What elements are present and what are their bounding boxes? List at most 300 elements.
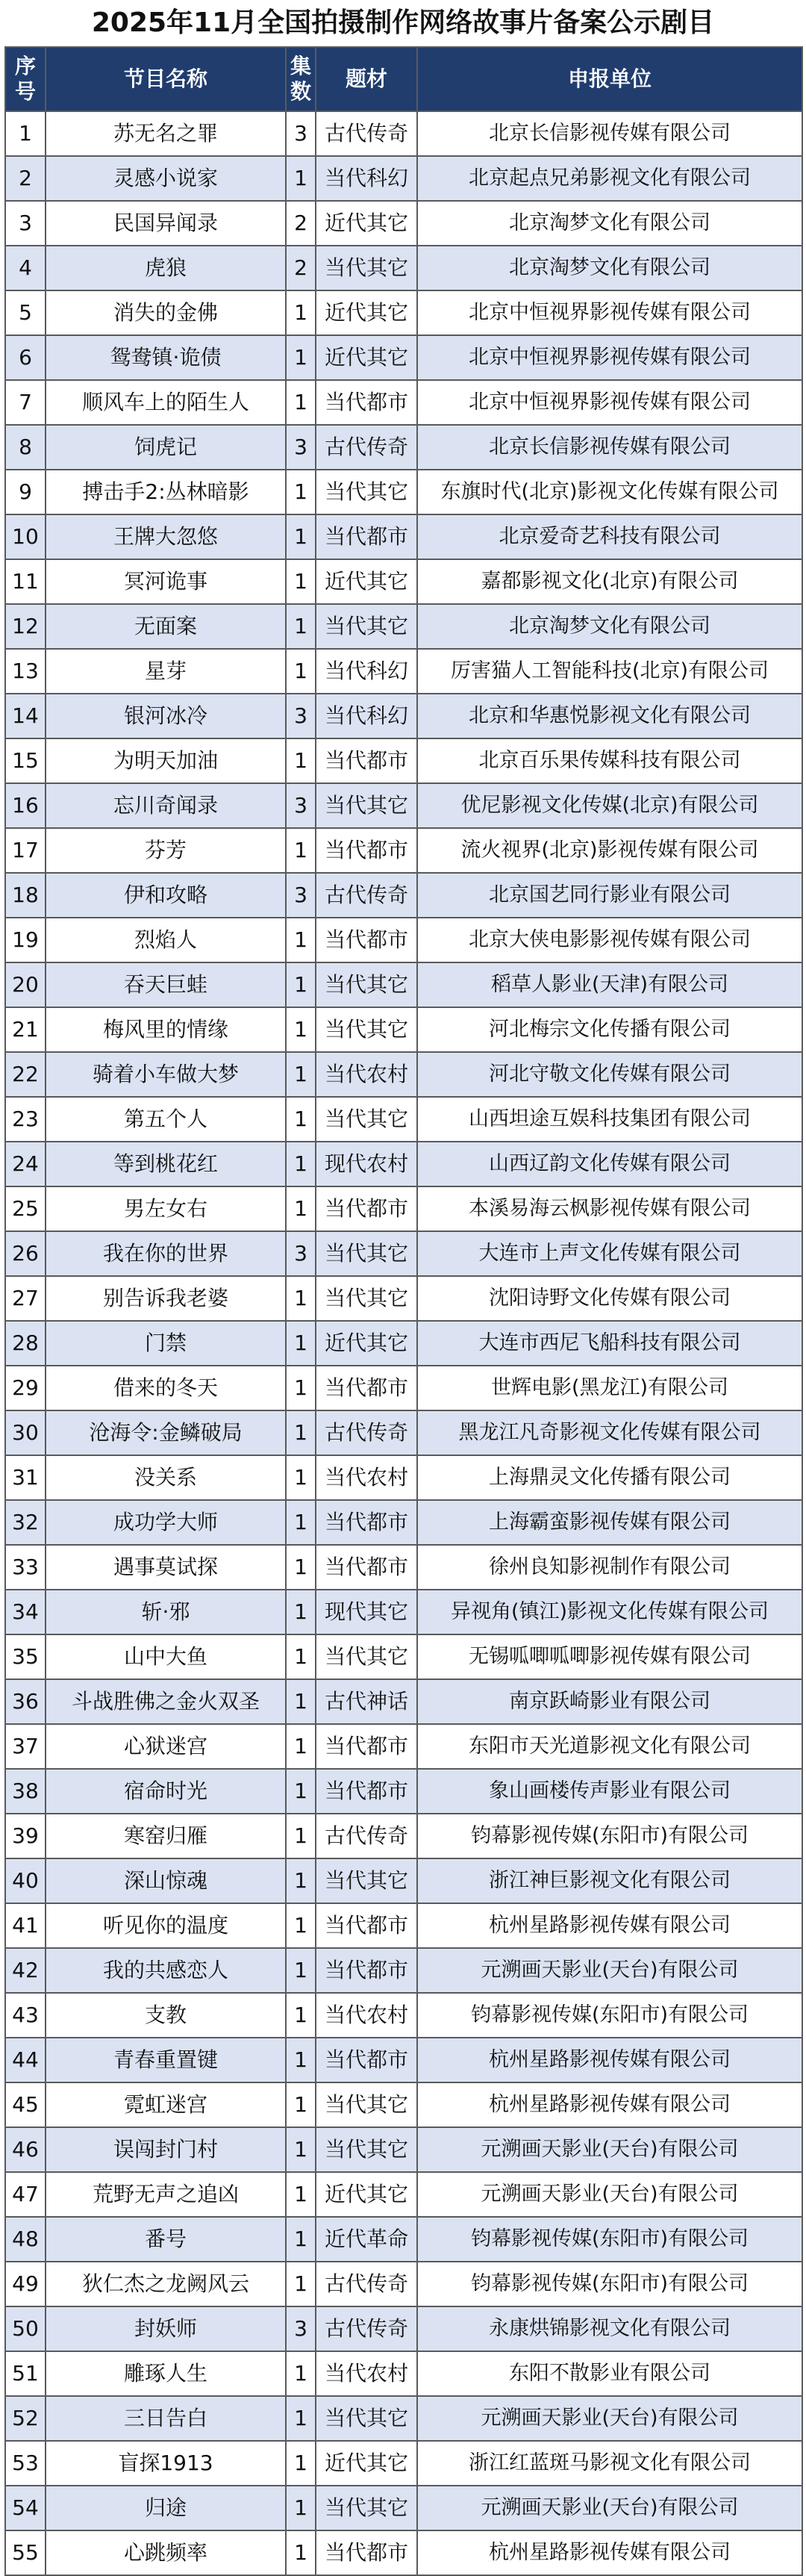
cell-unit: 北京大侠电影影视传媒有限公司 bbox=[417, 918, 802, 962]
cell-episodes: 1 bbox=[286, 2396, 316, 2441]
cell-unit: 山西坦途互娱科技集团有限公司 bbox=[417, 1097, 802, 1142]
cell-genre: 当代农村 bbox=[316, 1993, 417, 2038]
cell-genre: 古代神话 bbox=[316, 1679, 417, 1724]
cell-genre: 当代农村 bbox=[316, 1455, 417, 1500]
cell-unit: 北京长信影视传媒有限公司 bbox=[417, 111, 802, 156]
table-row bbox=[5, 783, 802, 828]
cell-genre: 近代革命 bbox=[316, 2217, 417, 2262]
cell-seq: 16 bbox=[5, 783, 46, 828]
cell-unit: 钧幕影视传媒(东阳市)有限公司 bbox=[417, 2217, 802, 2262]
cell-unit: 上海鼎灵文化传播有限公司 bbox=[417, 1455, 802, 1500]
cell-episodes: 3 bbox=[286, 873, 316, 918]
table-row bbox=[5, 156, 802, 201]
cell-seq: 53 bbox=[5, 2441, 46, 2486]
cell-title: 封妖师 bbox=[46, 2306, 286, 2351]
table-row bbox=[5, 604, 802, 649]
cell-genre: 古代传奇 bbox=[316, 2306, 417, 2351]
cell-genre: 古代传奇 bbox=[316, 111, 417, 156]
cell-episodes: 1 bbox=[286, 1948, 316, 1993]
cell-episodes: 1 bbox=[286, 1276, 316, 1321]
cell-seq: 50 bbox=[5, 2306, 46, 2351]
cell-genre: 当代科幻 bbox=[316, 694, 417, 738]
cell-seq: 5 bbox=[5, 290, 46, 335]
cell-episodes: 1 bbox=[286, 962, 316, 1007]
cell-title: 骑着小车做大梦 bbox=[46, 1052, 286, 1097]
cell-genre: 近代其它 bbox=[316, 2441, 417, 2486]
cell-title: 虎狼 bbox=[46, 246, 286, 290]
cell-genre: 近代其它 bbox=[316, 201, 417, 246]
cell-unit: 大连市上声文化传媒有限公司 bbox=[417, 1231, 802, 1276]
page-title: 2025年11月全国拍摄制作网络故事片备案公示剧目 bbox=[91, 7, 715, 38]
table-row bbox=[5, 425, 802, 470]
cell-genre: 当代科幻 bbox=[316, 156, 417, 201]
cell-unit: 异视角(镇江)影视文化传媒有限公司 bbox=[417, 1590, 802, 1634]
cell-title: 山中大鱼 bbox=[46, 1634, 286, 1679]
cell-seq: 38 bbox=[5, 1769, 46, 1814]
cell-title: 番号 bbox=[46, 2217, 286, 2262]
cell-title: 为明天加油 bbox=[46, 738, 286, 783]
cell-title: 盲探1913 bbox=[46, 2441, 286, 2486]
cell-genre: 当代都市 bbox=[316, 1903, 417, 1948]
cell-seq: 43 bbox=[5, 1993, 46, 2038]
cell-title: 民国异闻录 bbox=[46, 201, 286, 246]
table-row bbox=[5, 962, 802, 1007]
table-row bbox=[5, 1679, 802, 1724]
cell-title: 王牌大忽悠 bbox=[46, 514, 286, 559]
cell-episodes: 1 bbox=[286, 1858, 316, 1903]
cell-title: 斗战胜佛之金火双圣 bbox=[46, 1679, 286, 1724]
cell-seq: 19 bbox=[5, 918, 46, 962]
cell-genre: 当代其它 bbox=[316, 470, 417, 514]
cell-unit: 北京中恒视界影视传媒有限公司 bbox=[417, 335, 802, 380]
table-row bbox=[5, 2530, 802, 2575]
cell-genre: 近代其它 bbox=[316, 2172, 417, 2217]
cell-genre: 古代传奇 bbox=[316, 1410, 417, 1455]
table-row bbox=[5, 1769, 802, 1814]
cell-unit: 钧幕影视传媒(东阳市)有限公司 bbox=[417, 2262, 802, 2306]
cell-unit: 山西辽韵文化传媒有限公司 bbox=[417, 1142, 802, 1186]
cell-genre: 当代都市 bbox=[316, 1366, 417, 1410]
cell-genre: 当代其它 bbox=[316, 783, 417, 828]
cell-genre: 当代都市 bbox=[316, 2038, 417, 2082]
cell-seq: 8 bbox=[5, 425, 46, 470]
cell-episodes: 1 bbox=[286, 1321, 316, 1366]
cell-episodes: 3 bbox=[286, 2306, 316, 2351]
table-row bbox=[5, 2441, 802, 2486]
cell-title: 消失的金佛 bbox=[46, 290, 286, 335]
cell-genre: 当代都市 bbox=[316, 828, 417, 873]
cell-unit: 钧幕影视传媒(东阳市)有限公司 bbox=[417, 1814, 802, 1858]
cell-episodes: 1 bbox=[286, 559, 316, 604]
cell-unit: 厉害猫人工智能科技(北京)有限公司 bbox=[417, 649, 802, 694]
cell-unit: 元溯画天影业(天台)有限公司 bbox=[417, 1948, 802, 1993]
table-row bbox=[5, 2396, 802, 2441]
cell-episodes: 1 bbox=[286, 1052, 316, 1097]
cell-episodes: 1 bbox=[286, 335, 316, 380]
cell-title: 荒野无声之追凶 bbox=[46, 2172, 286, 2217]
table-row bbox=[5, 1142, 802, 1186]
cell-episodes: 1 bbox=[286, 918, 316, 962]
cell-genre: 当代农村 bbox=[316, 1052, 417, 1097]
cell-title: 吞天巨蛙 bbox=[46, 962, 286, 1007]
cell-unit: 元溯画天影业(天台)有限公司 bbox=[417, 2172, 802, 2217]
table-row bbox=[5, 918, 802, 962]
cell-episodes: 1 bbox=[286, 1769, 316, 1814]
cell-title: 遇事莫试探 bbox=[46, 1545, 286, 1590]
cell-genre: 古代传奇 bbox=[316, 1814, 417, 1858]
cell-genre: 当代其它 bbox=[316, 1231, 417, 1276]
table-row bbox=[5, 738, 802, 783]
cell-unit: 稻草人影业(天津)有限公司 bbox=[417, 962, 802, 1007]
table-row bbox=[5, 1500, 802, 1545]
cell-unit: 徐州良知影视制作有限公司 bbox=[417, 1545, 802, 1590]
cell-episodes: 1 bbox=[286, 1097, 316, 1142]
table-row bbox=[5, 873, 802, 918]
header-unit: 申报单位 bbox=[417, 47, 802, 111]
table-body bbox=[5, 111, 802, 2575]
cell-seq: 37 bbox=[5, 1724, 46, 1769]
cell-genre: 当代都市 bbox=[316, 1186, 417, 1231]
cell-unit: 永康烘锦影视文化有限公司 bbox=[417, 2306, 802, 2351]
cell-seq: 55 bbox=[5, 2530, 46, 2575]
cell-title: 冥河诡事 bbox=[46, 559, 286, 604]
cell-title: 归途 bbox=[46, 2486, 286, 2530]
cell-genre: 当代其它 bbox=[316, 1097, 417, 1142]
cell-unit: 北京起点兄弟影视文化有限公司 bbox=[417, 156, 802, 201]
cell-episodes: 1 bbox=[286, 2441, 316, 2486]
cell-seq: 30 bbox=[5, 1410, 46, 1455]
cell-unit: 东阳不散影业有限公司 bbox=[417, 2351, 802, 2396]
cell-title: 青春重置键 bbox=[46, 2038, 286, 2082]
cell-genre: 当代其它 bbox=[316, 2486, 417, 2530]
cell-seq: 52 bbox=[5, 2396, 46, 2441]
cell-genre: 当代其它 bbox=[316, 962, 417, 1007]
cell-unit: 河北梅宗文化传播有限公司 bbox=[417, 1007, 802, 1052]
cell-unit: 北京淘梦文化有限公司 bbox=[417, 246, 802, 290]
cell-genre: 当代都市 bbox=[316, 380, 417, 425]
cell-episodes: 1 bbox=[286, 2038, 316, 2082]
table-row bbox=[5, 1590, 802, 1634]
cell-seq: 4 bbox=[5, 246, 46, 290]
cell-unit: 元溯画天影业(天台)有限公司 bbox=[417, 2396, 802, 2441]
table-row bbox=[5, 1634, 802, 1679]
cell-unit: 上海霸蛮影视传媒有限公司 bbox=[417, 1500, 802, 1545]
header-name: 节目名称 bbox=[46, 47, 286, 111]
cell-episodes: 1 bbox=[286, 738, 316, 783]
cell-episodes: 1 bbox=[286, 1634, 316, 1679]
cell-episodes: 1 bbox=[286, 1142, 316, 1186]
cell-unit: 象山画楼传声影业有限公司 bbox=[417, 1769, 802, 1814]
table-row bbox=[5, 2172, 802, 2217]
cell-episodes: 1 bbox=[286, 828, 316, 873]
cell-unit: 元溯画天影业(天台)有限公司 bbox=[417, 2127, 802, 2172]
cell-episodes: 1 bbox=[286, 380, 316, 425]
table-row bbox=[5, 694, 802, 738]
cell-genre: 当代科幻 bbox=[316, 649, 417, 694]
cell-title: 鸳鸯镇·诡债 bbox=[46, 335, 286, 380]
cell-seq: 39 bbox=[5, 1814, 46, 1858]
cell-genre: 当代都市 bbox=[316, 918, 417, 962]
cell-episodes: 2 bbox=[286, 201, 316, 246]
cell-unit: 黑龙江凡奇影视文化传媒有限公司 bbox=[417, 1410, 802, 1455]
cell-unit: 浙江红蓝斑马影视文化有限公司 bbox=[417, 2441, 802, 2486]
header-genre: 题材 bbox=[316, 47, 417, 111]
cell-episodes: 3 bbox=[286, 111, 316, 156]
cell-seq: 46 bbox=[5, 2127, 46, 2172]
table-row bbox=[5, 828, 802, 873]
cell-unit: 东阳市天光道影视文化有限公司 bbox=[417, 1724, 802, 1769]
cell-unit: 沈阳诗野文化传媒有限公司 bbox=[417, 1276, 802, 1321]
cell-title: 灵感小说家 bbox=[46, 156, 286, 201]
cell-genre: 古代传奇 bbox=[316, 873, 417, 918]
cell-episodes: 1 bbox=[286, 2351, 316, 2396]
cell-title: 支教 bbox=[46, 1993, 286, 2038]
cell-seq: 7 bbox=[5, 380, 46, 425]
cell-seq: 12 bbox=[5, 604, 46, 649]
cell-episodes: 3 bbox=[286, 694, 316, 738]
cell-title: 寒窑归雁 bbox=[46, 1814, 286, 1858]
cell-seq: 26 bbox=[5, 1231, 46, 1276]
table-row bbox=[5, 2351, 802, 2396]
cell-genre: 近代其它 bbox=[316, 559, 417, 604]
cell-seq: 41 bbox=[5, 1903, 46, 1948]
table-row bbox=[5, 290, 802, 335]
cell-genre: 当代其它 bbox=[316, 246, 417, 290]
table-row bbox=[5, 470, 802, 514]
cell-genre: 当代都市 bbox=[316, 2530, 417, 2575]
table-row bbox=[5, 2038, 802, 2082]
cell-title: 顺风车上的陌生人 bbox=[46, 380, 286, 425]
cell-title: 狄仁杰之龙阙风云 bbox=[46, 2262, 286, 2306]
cell-genre: 近代其它 bbox=[316, 290, 417, 335]
cell-genre: 当代其它 bbox=[316, 1007, 417, 1052]
cell-unit: 流火视界(北京)影视传媒有限公司 bbox=[417, 828, 802, 873]
cell-unit: 嘉都影视文化(北京)有限公司 bbox=[417, 559, 802, 604]
cell-unit: 北京中恒视界影视传媒有限公司 bbox=[417, 380, 802, 425]
cell-seq: 6 bbox=[5, 335, 46, 380]
cell-seq: 9 bbox=[5, 470, 46, 514]
cell-seq: 20 bbox=[5, 962, 46, 1007]
table-row bbox=[5, 111, 802, 156]
cell-seq: 23 bbox=[5, 1097, 46, 1142]
cell-genre: 当代农村 bbox=[316, 2351, 417, 2396]
cell-unit: 杭州星路影视传媒有限公司 bbox=[417, 1903, 802, 1948]
cell-seq: 31 bbox=[5, 1455, 46, 1500]
cell-genre: 古代传奇 bbox=[316, 2262, 417, 2306]
cell-genre: 当代都市 bbox=[316, 1500, 417, 1545]
cell-title: 雕琢人生 bbox=[46, 2351, 286, 2396]
cell-unit: 北京长信影视传媒有限公司 bbox=[417, 425, 802, 470]
cell-episodes: 1 bbox=[286, 1545, 316, 1590]
cell-episodes: 1 bbox=[286, 1366, 316, 1410]
cell-title: 沧海令:金鳞破局 bbox=[46, 1410, 286, 1455]
cell-seq: 29 bbox=[5, 1366, 46, 1410]
cell-genre: 当代其它 bbox=[316, 2082, 417, 2127]
cell-title: 斩·邪 bbox=[46, 1590, 286, 1634]
cell-title: 成功学大师 bbox=[46, 1500, 286, 1545]
cell-unit: 大连市西尼飞船科技有限公司 bbox=[417, 1321, 802, 1366]
cell-seq: 32 bbox=[5, 1500, 46, 1545]
cell-seq: 48 bbox=[5, 2217, 46, 2262]
cell-unit: 杭州星路影视传媒有限公司 bbox=[417, 2530, 802, 2575]
table-row bbox=[5, 1097, 802, 1142]
table-row bbox=[5, 1724, 802, 1769]
cell-unit: 北京淘梦文化有限公司 bbox=[417, 604, 802, 649]
cell-seq: 24 bbox=[5, 1142, 46, 1186]
cell-title: 我的共感恋人 bbox=[46, 1948, 286, 1993]
cell-seq: 18 bbox=[5, 873, 46, 918]
table-row bbox=[5, 1231, 802, 1276]
cell-episodes: 3 bbox=[286, 783, 316, 828]
cell-genre: 当代都市 bbox=[316, 1769, 417, 1814]
cell-title: 烈焰人 bbox=[46, 918, 286, 962]
table-row bbox=[5, 1321, 802, 1366]
cell-episodes: 1 bbox=[286, 2530, 316, 2575]
cell-title: 星芽 bbox=[46, 649, 286, 694]
cell-genre: 近代其它 bbox=[316, 335, 417, 380]
cell-unit: 本溪易海云枫影视传媒有限公司 bbox=[417, 1186, 802, 1231]
cell-seq: 34 bbox=[5, 1590, 46, 1634]
cell-episodes: 1 bbox=[286, 156, 316, 201]
table-row bbox=[5, 649, 802, 694]
cell-unit: 浙江神巨影视文化有限公司 bbox=[417, 1858, 802, 1903]
table-row bbox=[5, 246, 802, 290]
cell-seq: 27 bbox=[5, 1276, 46, 1321]
cell-title: 误闯封门村 bbox=[46, 2127, 286, 2172]
cell-seq: 28 bbox=[5, 1321, 46, 1366]
cell-episodes: 1 bbox=[286, 649, 316, 694]
header-row bbox=[5, 47, 802, 111]
cell-seq: 11 bbox=[5, 559, 46, 604]
table-row bbox=[5, 514, 802, 559]
cell-seq: 49 bbox=[5, 2262, 46, 2306]
cell-title: 心狱迷宫 bbox=[46, 1724, 286, 1769]
cell-genre: 当代其它 bbox=[316, 604, 417, 649]
table-row bbox=[5, 1903, 802, 1948]
cell-unit: 北京淘梦文化有限公司 bbox=[417, 201, 802, 246]
cell-genre: 当代都市 bbox=[316, 1948, 417, 1993]
cell-seq: 45 bbox=[5, 2082, 46, 2127]
cell-seq: 42 bbox=[5, 1948, 46, 1993]
cell-episodes: 1 bbox=[286, 1903, 316, 1948]
cell-seq: 54 bbox=[5, 2486, 46, 2530]
cell-seq: 36 bbox=[5, 1679, 46, 1724]
cell-episodes: 1 bbox=[286, 1679, 316, 1724]
cell-seq: 3 bbox=[5, 201, 46, 246]
cell-seq: 15 bbox=[5, 738, 46, 783]
cell-unit: 北京爱奇艺科技有限公司 bbox=[417, 514, 802, 559]
header-episodes: 集数 bbox=[286, 47, 316, 111]
cell-title: 心跳频率 bbox=[46, 2530, 286, 2575]
cell-title: 别告诉我老婆 bbox=[46, 1276, 286, 1321]
cell-title: 等到桃花红 bbox=[46, 1142, 286, 1186]
cell-seq: 17 bbox=[5, 828, 46, 873]
cell-unit: 北京中恒视界影视传媒有限公司 bbox=[417, 290, 802, 335]
cell-unit: 北京百乐果传媒科技有限公司 bbox=[417, 738, 802, 783]
cell-genre: 现代农村 bbox=[316, 1142, 417, 1186]
cell-episodes: 1 bbox=[286, 514, 316, 559]
cell-title: 门禁 bbox=[46, 1321, 286, 1366]
cell-seq: 51 bbox=[5, 2351, 46, 2396]
cell-episodes: 1 bbox=[286, 1455, 316, 1500]
table-row bbox=[5, 1814, 802, 1858]
cell-episodes: 1 bbox=[286, 1993, 316, 2038]
cell-title: 霓虹迷宫 bbox=[46, 2082, 286, 2127]
cell-genre: 当代都市 bbox=[316, 738, 417, 783]
cell-episodes: 1 bbox=[286, 290, 316, 335]
table-row bbox=[5, 1276, 802, 1321]
cell-title: 借来的冬天 bbox=[46, 1366, 286, 1410]
cell-title: 第五个人 bbox=[46, 1097, 286, 1142]
cell-genre: 当代其它 bbox=[316, 1634, 417, 1679]
table-row bbox=[5, 1410, 802, 1455]
table-row bbox=[5, 2217, 802, 2262]
cell-seq: 35 bbox=[5, 1634, 46, 1679]
cell-unit: 杭州星路影视传媒有限公司 bbox=[417, 2082, 802, 2127]
cell-unit: 优尼影视文化传媒(北京)有限公司 bbox=[417, 783, 802, 828]
cell-episodes: 3 bbox=[286, 1231, 316, 1276]
cell-episodes: 1 bbox=[286, 2082, 316, 2127]
cell-unit: 东旗时代(北京)影视文化传媒有限公司 bbox=[417, 470, 802, 514]
cell-episodes: 1 bbox=[286, 1724, 316, 1769]
cell-seq: 2 bbox=[5, 156, 46, 201]
cell-episodes: 2 bbox=[286, 246, 316, 290]
cell-title: 深山惊魂 bbox=[46, 1858, 286, 1903]
cell-title: 梅风里的情缘 bbox=[46, 1007, 286, 1052]
cell-seq: 10 bbox=[5, 514, 46, 559]
cell-episodes: 1 bbox=[286, 1410, 316, 1455]
table-row bbox=[5, 1007, 802, 1052]
cell-title: 我在你的世界 bbox=[46, 1231, 286, 1276]
cell-genre: 当代都市 bbox=[316, 514, 417, 559]
cell-unit: 世辉电影(黑龙江)有限公司 bbox=[417, 1366, 802, 1410]
table-row bbox=[5, 1186, 802, 1231]
cell-seq: 33 bbox=[5, 1545, 46, 1590]
cell-genre: 现代其它 bbox=[316, 1590, 417, 1634]
cell-genre: 当代其它 bbox=[316, 2127, 417, 2172]
cell-title: 搏击手2:丛林暗影 bbox=[46, 470, 286, 514]
cell-genre: 古代传奇 bbox=[316, 425, 417, 470]
table-row bbox=[5, 1858, 802, 1903]
cell-unit: 钧幕影视传媒(东阳市)有限公司 bbox=[417, 1993, 802, 2038]
cell-episodes: 1 bbox=[286, 2262, 316, 2306]
table-row bbox=[5, 2082, 802, 2127]
cell-episodes: 1 bbox=[286, 2127, 316, 2172]
cell-genre: 近代其它 bbox=[316, 1321, 417, 1366]
cell-seq: 1 bbox=[5, 111, 46, 156]
table-row bbox=[5, 1993, 802, 2038]
table-row bbox=[5, 2486, 802, 2530]
filing-table bbox=[4, 46, 803, 2576]
cell-seq: 22 bbox=[5, 1052, 46, 1097]
cell-episodes: 1 bbox=[286, 2217, 316, 2262]
cell-genre: 当代其它 bbox=[316, 1858, 417, 1903]
cell-episodes: 1 bbox=[286, 1500, 316, 1545]
cell-title: 忘川奇闻录 bbox=[46, 783, 286, 828]
table-row bbox=[5, 1366, 802, 1410]
cell-title: 三日告白 bbox=[46, 2396, 286, 2441]
cell-title: 芬芳 bbox=[46, 828, 286, 873]
cell-title: 苏无名之罪 bbox=[46, 111, 286, 156]
cell-title: 银河冰冷 bbox=[46, 694, 286, 738]
cell-episodes: 1 bbox=[286, 470, 316, 514]
cell-title: 伊和攻略 bbox=[46, 873, 286, 918]
table-row bbox=[5, 201, 802, 246]
cell-episodes: 3 bbox=[286, 425, 316, 470]
cell-seq: 47 bbox=[5, 2172, 46, 2217]
cell-unit: 杭州星路影视传媒有限公司 bbox=[417, 2038, 802, 2082]
cell-genre: 当代都市 bbox=[316, 1724, 417, 1769]
